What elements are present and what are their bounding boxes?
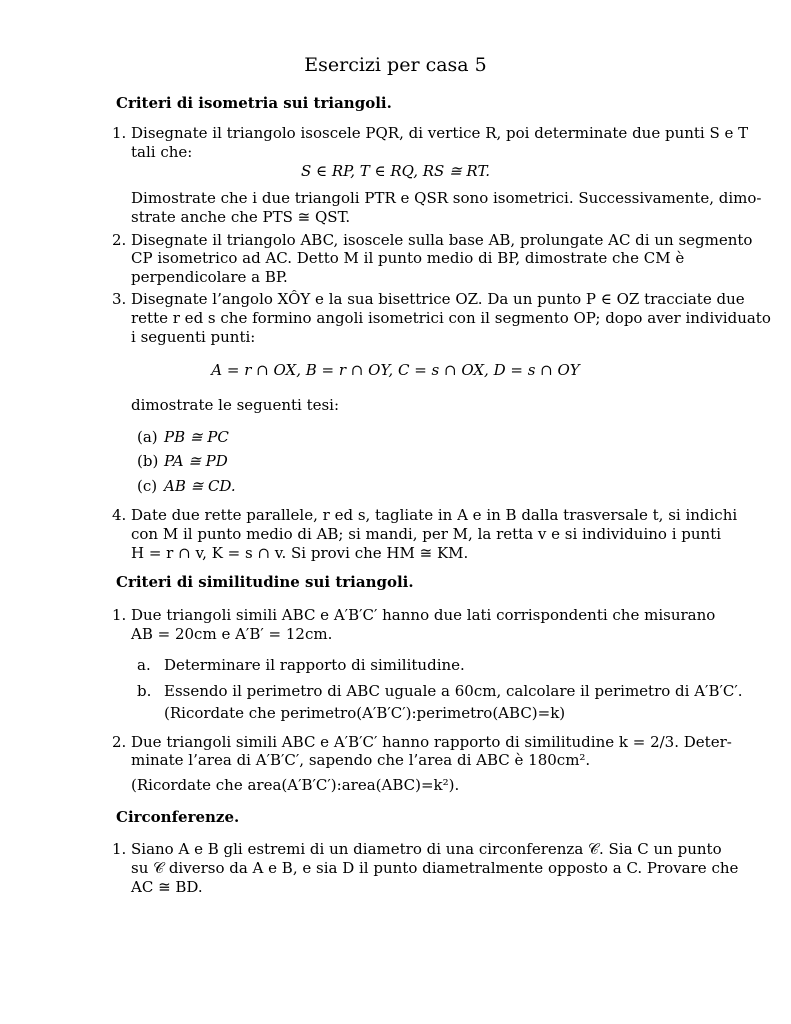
item-text-line: Due triangoli simili ABC e A′B′C′ hanno rapporto di similitudine k = 2/3. Deter- — [131, 733, 732, 751]
item-number: 1. — [112, 606, 127, 624]
formula: S ∈ RP, T ∈ RQ, RS ≅ RT. — [300, 162, 491, 180]
section-heading-isometria: Criteri di isometria sui triangoli. — [116, 94, 392, 112]
item-text-line: AC ≅ BD. — [131, 878, 203, 896]
item-text-line: Siano A e B gli estremi di un diametro di una circonferenza 𝒞. Sia C un punto — [131, 840, 722, 858]
item-text-line: i seguenti punti: — [131, 328, 256, 346]
item-text-line: su 𝒞 diverso da A e B, e sia D il punto diametralmente opposto a C. Provare che — [131, 859, 739, 877]
item-text-line: perpendicolare a BP. — [131, 268, 288, 286]
item-text-line: AB = 20cm e A′B′ = 12cm. — [131, 625, 333, 643]
subitem-text: AB ≅ CD. — [164, 477, 236, 495]
subitem-label: b. — [137, 682, 152, 700]
item-text-line: Disegnate l’angolo XÔY e la sua bisettrice OZ. Da un punto P ∈ OZ tracciate due — [131, 290, 745, 308]
item-text-line: strate anche che PTS ≅ QST. — [131, 208, 351, 226]
formula: A = r ∩ OX, B = r ∩ OY, C = s ∩ OX, D = s ∩ OY — [211, 361, 580, 379]
item-text-line: tali che: — [131, 143, 193, 161]
item-text-line: minate l’area di A′B′C′, sapendo che l’area di ABC è 180cm². — [131, 751, 591, 769]
item-number: 2. — [112, 733, 127, 751]
item-text-line: CP isometrico ad AC. Detto M il punto medio di BP, dimostrate che CM è — [131, 249, 685, 267]
section-heading-circonferenze: Circonferenze. — [116, 808, 240, 826]
item-number: 1. — [112, 124, 127, 142]
subitem-text: Essendo il perimetro di ABC uguale a 60cm, calcolare il perimetro di A′B′C′. — [164, 682, 743, 700]
item-text-line: H = r ∩ v, K = s ∩ v. Si provi che HM ≅ KM. — [131, 544, 469, 562]
item-text-line: con M il punto medio di AB; si mandi, per M, la retta v e si individuino i punti — [131, 525, 722, 543]
subitem-text: Determinare il rapporto di similitudine. — [164, 656, 465, 674]
item-text-line: Dimostrate che i due triangoli PTR e QSR sono isometrici. Successivamente, dimo- — [131, 189, 762, 207]
item-text-line: Disegnate il triangolo isoscele PQR, di vertice R, poi determinate due punti S e T — [131, 124, 749, 142]
subitem-label: (b) — [137, 452, 159, 470]
item-number: 1. — [112, 840, 127, 858]
subitem-label: (a) — [137, 428, 158, 446]
item-text-line: rette r ed s che formino angoli isometrici con il segmento OP; dopo aver individuato — [131, 309, 771, 327]
item-number: 4. — [112, 506, 127, 524]
subitem-text: PA ≅ PD — [164, 452, 228, 470]
item-text-line: (Ricordate che area(A′B′C′):area(ABC)=k²). — [131, 776, 460, 794]
item-number: 3. — [112, 290, 127, 308]
section-heading-similitudine: Criteri di similitudine sui triangoli. — [116, 573, 414, 591]
item-text-line: dimostrate le seguenti tesi: — [131, 396, 340, 414]
page-title: Esercizi per casa 5 — [304, 54, 487, 76]
item-text-line: Due triangoli simili ABC e A′B′C′ hanno due lati corrispondenti che misurano — [131, 606, 716, 624]
subitem-label: (c) — [137, 477, 158, 495]
subitem-text: (Ricordate che perimetro(A′B′C′):perimetro(ABC)=k) — [164, 704, 566, 722]
item-text-line: Date due rette parallele, r ed s, tagliate in A e in B dalla trasversale t, si indichi — [131, 506, 738, 524]
item-number: 2. — [112, 231, 127, 249]
item-text-line: Disegnate il triangolo ABC, isoscele sulla base AB, prolungate AC di un segmento — [131, 231, 753, 249]
subitem-label: a. — [137, 656, 151, 674]
subitem-text: PB ≅ PC — [164, 428, 229, 446]
